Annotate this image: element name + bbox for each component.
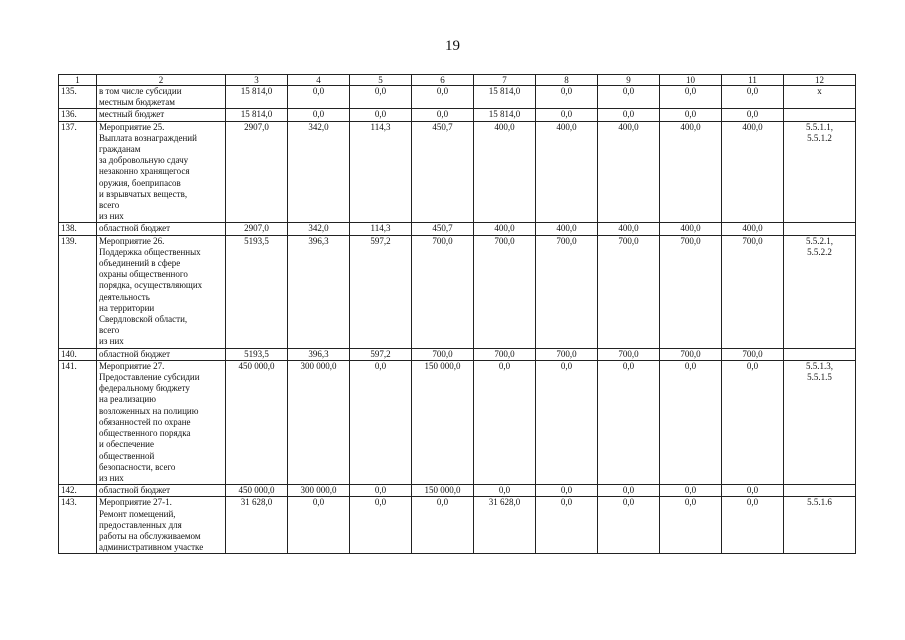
value-cell: 400,0 <box>722 223 784 235</box>
value-cell: 700,0 <box>598 348 660 360</box>
page-number: 19 <box>445 38 460 54</box>
value-cell: 396,3 <box>288 235 350 348</box>
value-cell: 31 628,0 <box>226 497 288 554</box>
value-cell: 0,0 <box>598 485 660 497</box>
value-cell: 400,0 <box>536 121 598 223</box>
value-cell: 0,0 <box>722 86 784 109</box>
target-indicator <box>784 485 856 497</box>
value-cell: 0,0 <box>660 497 722 554</box>
target-indicator <box>784 109 856 121</box>
target-indicator <box>784 348 856 360</box>
value-cell: 0,0 <box>598 360 660 484</box>
value-cell: 342,0 <box>288 121 350 223</box>
value-cell: 114,3 <box>350 121 412 223</box>
value-cell: 0,0 <box>660 485 722 497</box>
table-row <box>59 360 856 484</box>
value-cell: 0,0 <box>598 109 660 121</box>
row-description: областной бюджет <box>97 485 226 497</box>
value-cell: 31 628,0 <box>474 497 536 554</box>
value-cell: 0,0 <box>474 485 536 497</box>
value-cell: 700,0 <box>474 235 536 348</box>
col-header: 3 <box>226 75 288 86</box>
value-cell: 150 000,0 <box>412 485 474 497</box>
value-cell: 0,0 <box>412 109 474 121</box>
value-cell: 0,0 <box>536 497 598 554</box>
table-row <box>59 121 856 223</box>
value-cell: 700,0 <box>536 348 598 360</box>
value-cell: 5193,5 <box>226 348 288 360</box>
value-cell: 0,0 <box>536 109 598 121</box>
row-number: 136. <box>59 109 97 121</box>
row-description: Мероприятие 27-1. Ремонт помещений, предоставленных для работы на обслуживаемом административном участке <box>97 497 226 554</box>
col-header: 7 <box>474 75 536 86</box>
value-cell: 114,3 <box>350 223 412 235</box>
value-cell: 5193,5 <box>226 235 288 348</box>
col-header: 5 <box>350 75 412 86</box>
row-number: 135. <box>59 86 97 109</box>
value-cell: 700,0 <box>722 235 784 348</box>
value-cell: 0,0 <box>350 485 412 497</box>
row-number: 142. <box>59 485 97 497</box>
value-cell: 15 814,0 <box>226 109 288 121</box>
value-cell: 597,2 <box>350 348 412 360</box>
col-header: 6 <box>412 75 474 86</box>
value-cell: 700,0 <box>412 348 474 360</box>
target-indicator: 5.5.1.6 <box>784 497 856 554</box>
row-number: 137. <box>59 121 97 223</box>
row-description: Мероприятие 27. Предоставление субсидии федеральному бюджету на реализацию возложенных на полицию обязанностей по охране общественного порядка и обеспечение общественной безопасности, всего из них <box>97 360 226 484</box>
value-cell: 0,0 <box>660 360 722 484</box>
value-cell: 700,0 <box>536 235 598 348</box>
header-row <box>59 75 856 86</box>
row-description: Мероприятие 25. Выплата вознаграждений гражданам за добровольную сдачу незаконно хранящегося оружия, боеприпасов и взрывчатых веществ, всего из них <box>97 121 226 223</box>
row-number: 140. <box>59 348 97 360</box>
row-description: областной бюджет <box>97 223 226 235</box>
value-cell: 450,7 <box>412 223 474 235</box>
value-cell: 396,3 <box>288 348 350 360</box>
value-cell: 0,0 <box>288 86 350 109</box>
value-cell: 0,0 <box>412 86 474 109</box>
row-description: Мероприятие 26. Поддержка общественных объединений в сфере охраны общественного порядка, осуществляющих деятельность на территории Свердловской области, всего из них <box>97 235 226 348</box>
col-header: 10 <box>660 75 722 86</box>
value-cell: 400,0 <box>536 223 598 235</box>
value-cell: 0,0 <box>412 497 474 554</box>
value-cell: 0,0 <box>660 109 722 121</box>
value-cell: 700,0 <box>412 235 474 348</box>
row-number: 141. <box>59 360 97 484</box>
target-indicator: х <box>784 86 856 109</box>
value-cell: 0,0 <box>350 109 412 121</box>
table-row <box>59 497 856 554</box>
value-cell: 700,0 <box>660 348 722 360</box>
value-cell: 0,0 <box>722 109 784 121</box>
value-cell: 400,0 <box>660 121 722 223</box>
value-cell: 700,0 <box>722 348 784 360</box>
table-row <box>59 235 856 348</box>
value-cell: 2907,0 <box>226 121 288 223</box>
value-cell: 0,0 <box>536 485 598 497</box>
value-cell: 0,0 <box>350 360 412 484</box>
row-number: 143. <box>59 497 97 554</box>
row-description: в том числе субсидии местным бюджетам <box>97 86 226 109</box>
row-description: областной бюджет <box>97 348 226 360</box>
value-cell: 150 000,0 <box>412 360 474 484</box>
table-row <box>59 109 856 121</box>
value-cell: 0,0 <box>536 86 598 109</box>
value-cell: 400,0 <box>722 121 784 223</box>
value-cell: 0,0 <box>660 86 722 109</box>
value-cell: 342,0 <box>288 223 350 235</box>
value-cell: 15 814,0 <box>226 86 288 109</box>
col-header: 4 <box>288 75 350 86</box>
value-cell: 400,0 <box>474 121 536 223</box>
row-number: 139. <box>59 235 97 348</box>
value-cell: 700,0 <box>598 235 660 348</box>
value-cell: 400,0 <box>598 121 660 223</box>
col-header: 1 <box>59 75 97 86</box>
col-header: 12 <box>784 75 856 86</box>
table-row <box>59 86 856 109</box>
target-indicator <box>784 223 856 235</box>
value-cell: 597,2 <box>350 235 412 348</box>
value-cell: 700,0 <box>474 348 536 360</box>
col-header: 2 <box>97 75 226 86</box>
value-cell: 15 814,0 <box>474 109 536 121</box>
row-description: местный бюджет <box>97 109 226 121</box>
value-cell: 0,0 <box>536 360 598 484</box>
target-indicator: 5.5.2.1, 5.5.2.2 <box>784 235 856 348</box>
value-cell: 400,0 <box>598 223 660 235</box>
table-row <box>59 223 856 235</box>
value-cell: 450,7 <box>412 121 474 223</box>
target-indicator: 5.5.1.1, 5.5.1.2 <box>784 121 856 223</box>
value-cell: 0,0 <box>288 497 350 554</box>
value-cell: 450 000,0 <box>226 485 288 497</box>
value-cell: 300 000,0 <box>288 360 350 484</box>
value-cell: 0,0 <box>722 497 784 554</box>
row-number: 138. <box>59 223 97 235</box>
value-cell: 15 814,0 <box>474 86 536 109</box>
value-cell: 0,0 <box>288 109 350 121</box>
col-header: 9 <box>598 75 660 86</box>
value-cell: 0,0 <box>722 360 784 484</box>
value-cell: 700,0 <box>660 235 722 348</box>
value-cell: 0,0 <box>598 86 660 109</box>
target-indicator: 5.5.1.3, 5.5.1.5 <box>784 360 856 484</box>
value-cell: 0,0 <box>474 360 536 484</box>
value-cell: 0,0 <box>598 497 660 554</box>
value-cell: 400,0 <box>474 223 536 235</box>
table-row <box>59 348 856 360</box>
table-row <box>59 485 856 497</box>
value-cell: 400,0 <box>660 223 722 235</box>
budget-table <box>58 74 856 554</box>
value-cell: 2907,0 <box>226 223 288 235</box>
value-cell: 300 000,0 <box>288 485 350 497</box>
col-header: 8 <box>536 75 598 86</box>
col-header: 11 <box>722 75 784 86</box>
value-cell: 0,0 <box>350 497 412 554</box>
value-cell: 450 000,0 <box>226 360 288 484</box>
value-cell: 0,0 <box>722 485 784 497</box>
value-cell: 0,0 <box>350 86 412 109</box>
